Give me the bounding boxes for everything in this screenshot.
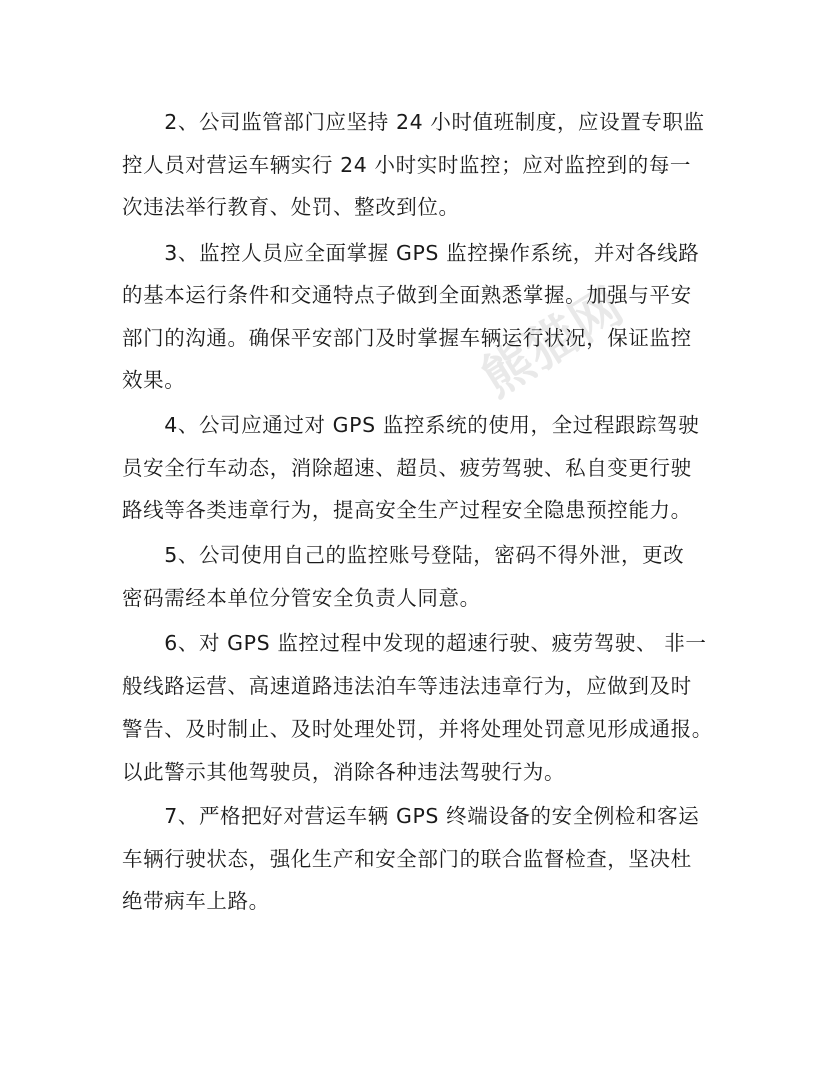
paragraph-4-line-2: 员安全行车动态，消除超速、超员、疲劳驾驶、私自变更行驶	[122, 456, 692, 480]
paragraph-4-line-3: 路线等各类违章行为，提高安全生产过程安全隐患预控能力。	[122, 498, 692, 522]
paragraph-7-line-1: 7、严格把好对营运车辆 GPS 终端设备的安全例检和客运	[122, 804, 700, 828]
paragraph-5-line-2: 密码需经本单位分管安全负责人同意。	[122, 586, 481, 610]
paragraph-4-line-1: 4、公司应通过对 GPS 监控系统的使用，全过程跟踪驾驶	[122, 413, 700, 437]
paragraph-2-line-2: 控人员对营运车辆实行 24 小时实时监控；应对监控到的每一	[122, 153, 692, 177]
paragraph-2-line-3: 次违法举行教育、处罚、整改到位。	[122, 195, 460, 219]
watermark: 熊猫网	[471, 276, 635, 408]
paragraph-6-line-3: 警告、及时制止、及时处理处罚，并将处理处罚意见形成通报。	[122, 717, 713, 741]
paragraph-7-line-3: 绝带病车上路。	[122, 889, 270, 913]
paragraph-3-line-4: 效果。	[122, 368, 186, 392]
paragraph-6-line-4: 以此警示其他驾驶员，消除各种违法驾驶行为。	[122, 760, 566, 784]
paragraph-3-line-3: 部门的沟通。确保平安部门及时掌握车辆运行状况，保证监控	[122, 326, 692, 350]
paragraph-3-line-1: 3、监控人员应全面掌握 GPS 监控操作系统，并对各线路	[122, 241, 700, 265]
paragraph-6-line-2: 般线路运营、高速道路违法泊车等违法违章行为，应做到及时	[122, 674, 692, 698]
paragraph-5-line-1: 5、公司使用自己的监控账号登陆，密码不得外泄，更改	[122, 543, 685, 567]
paragraph-3-line-2: 的基本运行条件和交通特点子做到全面熟悉掌握。加强与平安	[122, 283, 692, 307]
paragraph-6-line-1: 6、对 GPS 监控过程中发现的超速行驶、疲劳驾驶、 非一	[122, 631, 707, 655]
paragraph-2-line-1: 2、公司监管部门应坚持 24 小时值班制度，应设置专职监	[122, 110, 705, 134]
paragraph-7-line-2: 车辆行驶状态，强化生产和安全部门的联合监督检查，坚决杜	[122, 847, 692, 871]
